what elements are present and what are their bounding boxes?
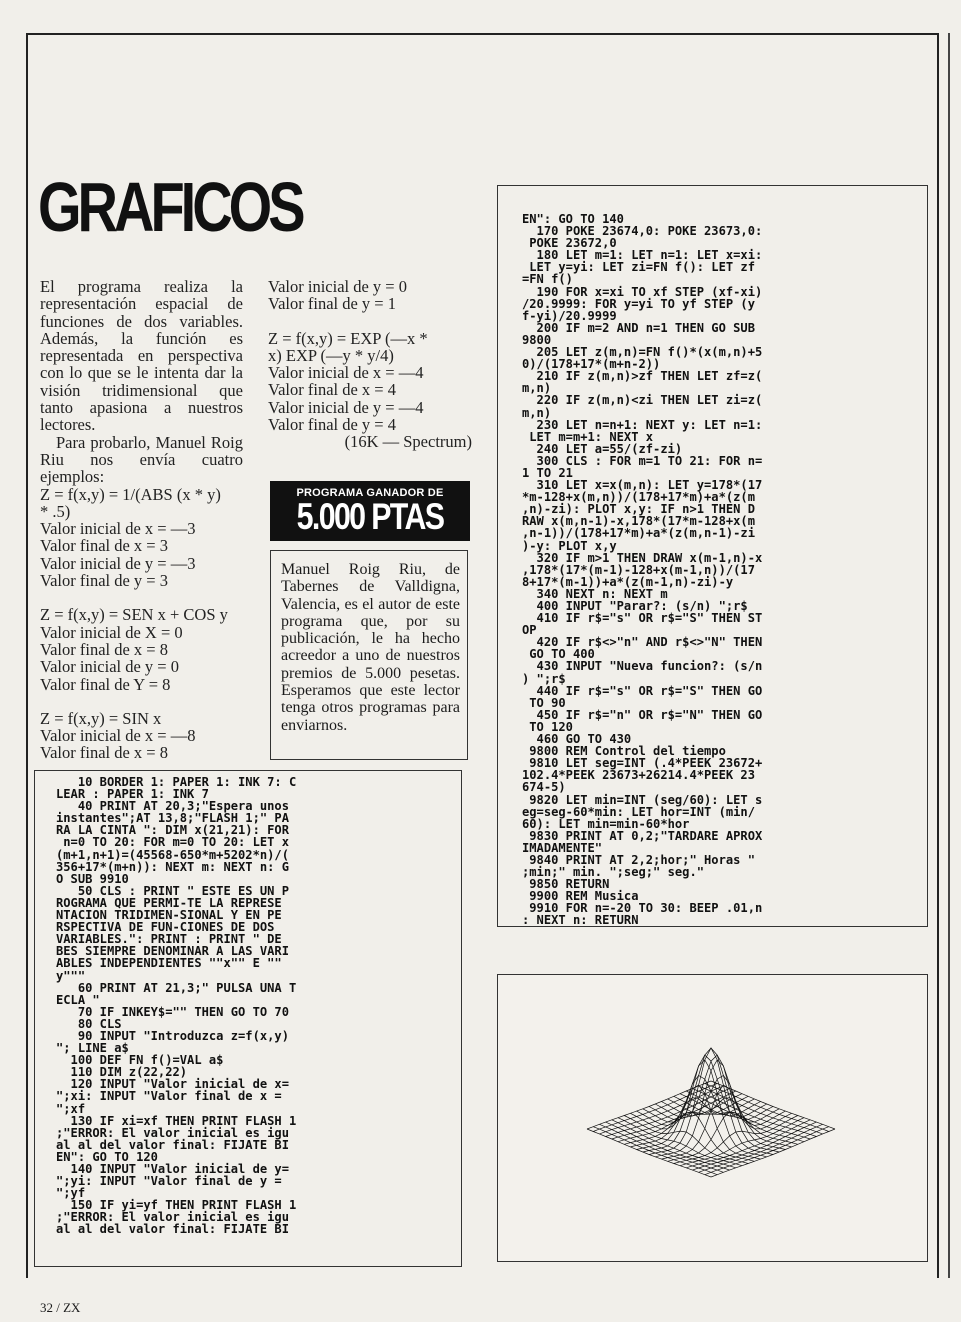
- example-line: Valor inicial de y = —3: [40, 553, 196, 573]
- example-line: Valor final de x = 8: [40, 743, 168, 763]
- example-line: Valor final de y = 3: [40, 571, 168, 591]
- example-line: Valor final de x = 3: [40, 536, 168, 556]
- example-line: Valor inicial de y = 0: [40, 657, 179, 677]
- example-line: Valor inicial de x = —4: [268, 363, 424, 383]
- example-line: Z = f(x,y) = SIN x: [40, 708, 162, 728]
- mesh-line: [705, 1084, 829, 1132]
- author-box: Manuel Roig Riu, de Tabernes de Valldigna, Valencia, es el autor de este programa que, por su publicación, le ha hecho acreedor a uno de nuestros premios de 5.000 pesetas. Esperamos que este lector tenga otros programas para enviarnos.: [270, 550, 468, 760]
- example-line: x) EXP (—y * y/4): [268, 345, 394, 365]
- example-line: Z = f(x,y) = EXP (—x *: [268, 328, 428, 348]
- spectrum-requirement: (16K — Spectrum): [344, 432, 472, 452]
- mesh-line: [649, 1048, 773, 1155]
- mesh-line: [649, 1048, 773, 1155]
- example-line: Valor inicial de y = —4: [268, 397, 424, 417]
- example-line: Valor final de x = 4: [268, 380, 396, 400]
- mesh-line: [606, 1089, 730, 1137]
- page-edge: [948, 33, 950, 1278]
- mesh-line: [593, 1084, 717, 1132]
- example-line: Valor final de y = 4: [268, 415, 396, 435]
- example-line: Valor inicial de X = 0: [40, 622, 183, 642]
- mesh-line: [655, 1055, 779, 1152]
- example-line: Z = f(x,y) = 1/(ABS (x * y): [40, 484, 221, 504]
- basic-listing-right: EN": GO TO 140 170 POKE 23674,0: POKE 23673,0: POKE 23672,0 180 LET m=1: LET n=1: LET x=xi: LET y=yi: LET zi=FN f(): LET zf =FN f() 190 FOR x=xi TO xf STEP (xf-xi) /20.9999: FOR y=yi TO yf STEP (y f-yi)/20.9999 200 IF m=2 AND n=1 THEN GO SUB 9800 205 LET z(m,n)=FN f()*(x(m,n)+5 0)/(178+17*(m+n-2)) 210 IF z(m,n)>zf THEN LET zf=z( m,n) 220 IF z(m,n)<zi THEN LET zi=z( m,n) 230 LET n=n+1: NEXT y: LET n=1: LET m=m+1: NEXT x 240 LET a=55/(zf-zi) 300 CLS : FOR m=1 TO 21: FOR n= 1 TO 21 310 LET x=x(m,n): LET y=178*(17 *m-128+x(m,n))/(178+17*m)+a*(z(m ,n)-zi): PLOT x,y: IF n>1 THEN D RAW x(m,n-1)-x,178*(17*m-128+x(m ,n-1))/(178+17*m)+a*(z(m,n-1)-zi )-y: PLOT x,y 320 IF m>1 THEN DRAW x(m-1,n)-x ,178*(17*(m-1)-128+x(m-1,n))/(17 8+17*(m-1))+a*(z(m-1,n)-zi)-y 340 NEXT n: NEXT m 400 INPUT "Parar?: (s/n) ";r$ 410 IF r$="s" OR r$="S" THEN ST OP 420 IF r$<>"n" AND r$<>"N" THEN GO TO 400 430 INPUT "Nueva funcion?: (s/n ) ";r$ 440 IF r$="s" OR r$="S" THEN GO TO 90 450 IF r$="n" OR r$="N" THEN GO TO 120 460 GO TO 430 9800 REM Control del tiempo 9810 LET seg=INT (.4*PEEK 23672+ 102.4*PEEK 23673+26214.4*PEEK 23 674-5) 9820 LET min=INT (seg/60): LET s eg=seg-60*min: LET hor=INT (min/ 60): LET min=min-60*hor 9830 PRINT AT 0,2;"TARDARE APROX IMADAMENTE" 9840 PRINT AT 2,2;hor;" Horas " ;min;" min. ";seg;" seg." 9850 RETURN 9900 REM Musica 9910 FOR n=-20 TO 30: BEEP .01,n : NEXT n: RETURN: [522, 212, 763, 928]
- surface-plot-figure: [497, 974, 928, 1262]
- example-3: [40, 710, 243, 762]
- mesh-line: [692, 1089, 816, 1137]
- mesh-line: [661, 1085, 785, 1159]
- page-frame-top: [26, 33, 938, 35]
- article-title: GRAFICOS: [38, 168, 302, 246]
- page-number: 32 / ZX: [40, 1300, 81, 1315]
- mesh-line: [637, 1085, 761, 1159]
- example-line: Valor final de x = 8: [40, 639, 168, 659]
- mesh-line: [630, 1112, 754, 1161]
- prize-amount: 5.000 PTAS: [296, 496, 444, 537]
- surface-mesh: [587, 1048, 835, 1177]
- mesh-line: [668, 1098, 792, 1147]
- prize-banner: [270, 481, 470, 541]
- intro-paragraph: El programa realiza la representación espacial de funciones de dos variables. Además, la función es representada en perspectiva con lo que se le intenta dar la visión tridimensional que tanto apasiona a nuestros lectores.: [40, 277, 243, 435]
- mesh-line: [593, 1127, 717, 1175]
- example-4: [268, 330, 472, 434]
- example-2: [40, 606, 243, 692]
- example-line: Valor final de y = 1: [268, 294, 396, 314]
- basic-listing-left: 10 BORDER 1: PAPER 1: INK 7: C LEAR : PAPER 1: INK 7 40 PRINT AT 20,3;"Espera unos instantes";AT 13,8;"FLASH 1;" PA RA LA CINTA ": DIM x(21,21): FOR n=0 TO 20: FOR m=0 TO 20: LET x (m+1,n+1)=(45568-650*m+5202*n)/( 356+17*(m+n)): NEXT m: NEXT n: G O SUB 9910 50 CLS : PRINT " ESTE ES UN P ROGRAMA QUE PERMI-TE LA REPRESE NTACION TRIDIMEN-SIONAL Y EN PE RSPECTIVA DE FUN-CIONES DE DOS VARIABLES.": PRINT : PRINT " DE BES SIEMPRE DENOMINAR A LAS VARI ABLES INDEPENDIENTES ""x"" E "" y""" 60 PRINT AT 21,3;" PULSA UNA T ECLA " 70 IF INKEY$="" THEN GO TO 70 80 CLS 90 INPUT "Introduzca z=f(x,y) "; LINE a$ 100 DEF FN f()=VAL a$ 110 DIM z(22,22) 120 INPUT "Valor inicial de x= ";xi: INPUT "Valor final de x = ";xf 130 IF xi=xf THEN PRINT FLASH 1 ;"ERROR: El valor inicial es igu al al del valor final: FIJATE BI EN": GO TO 120 140 INPUT "Valor inicial de y= ";yi: INPUT "Valor final de y = ";yf 150 IF yi=yf THEN PRINT FLASH 1 ;"ERROR: El valor inicial es igu al al del valor final: FIJATE BI: [56, 775, 297, 1237]
- article-column-1: [40, 278, 243, 762]
- example-line: Valor inicial de x = —3: [40, 519, 196, 539]
- mesh-line: [612, 1120, 736, 1168]
- example-line: Valor inicial de y = 0: [268, 277, 407, 296]
- page-frame-right: [937, 33, 939, 1278]
- example-line: * .5): [40, 501, 71, 521]
- page-frame-left: [26, 33, 28, 1278]
- examples-intro: Para probarlo, Manuel Roig Riu nos envía cuatro ejemplos:: [40, 432, 243, 487]
- example-line: Valor inicial de x = —8: [40, 726, 196, 746]
- mesh-line: [630, 1098, 754, 1147]
- mesh-line: [686, 1120, 810, 1168]
- example-line: Z = f(x,y) = SEN x + COS y: [40, 605, 228, 625]
- surface-plot-svg: [498, 975, 927, 1261]
- prize-label: PROGRAMA GANADOR DE: [296, 487, 444, 499]
- mesh-line: [643, 1055, 767, 1152]
- mesh-line: [668, 1112, 792, 1161]
- example-1: [40, 486, 243, 590]
- mesh-line: [705, 1127, 829, 1175]
- example-line: Valor final de Y = 8: [40, 674, 171, 694]
- article-column-2: [268, 278, 472, 451]
